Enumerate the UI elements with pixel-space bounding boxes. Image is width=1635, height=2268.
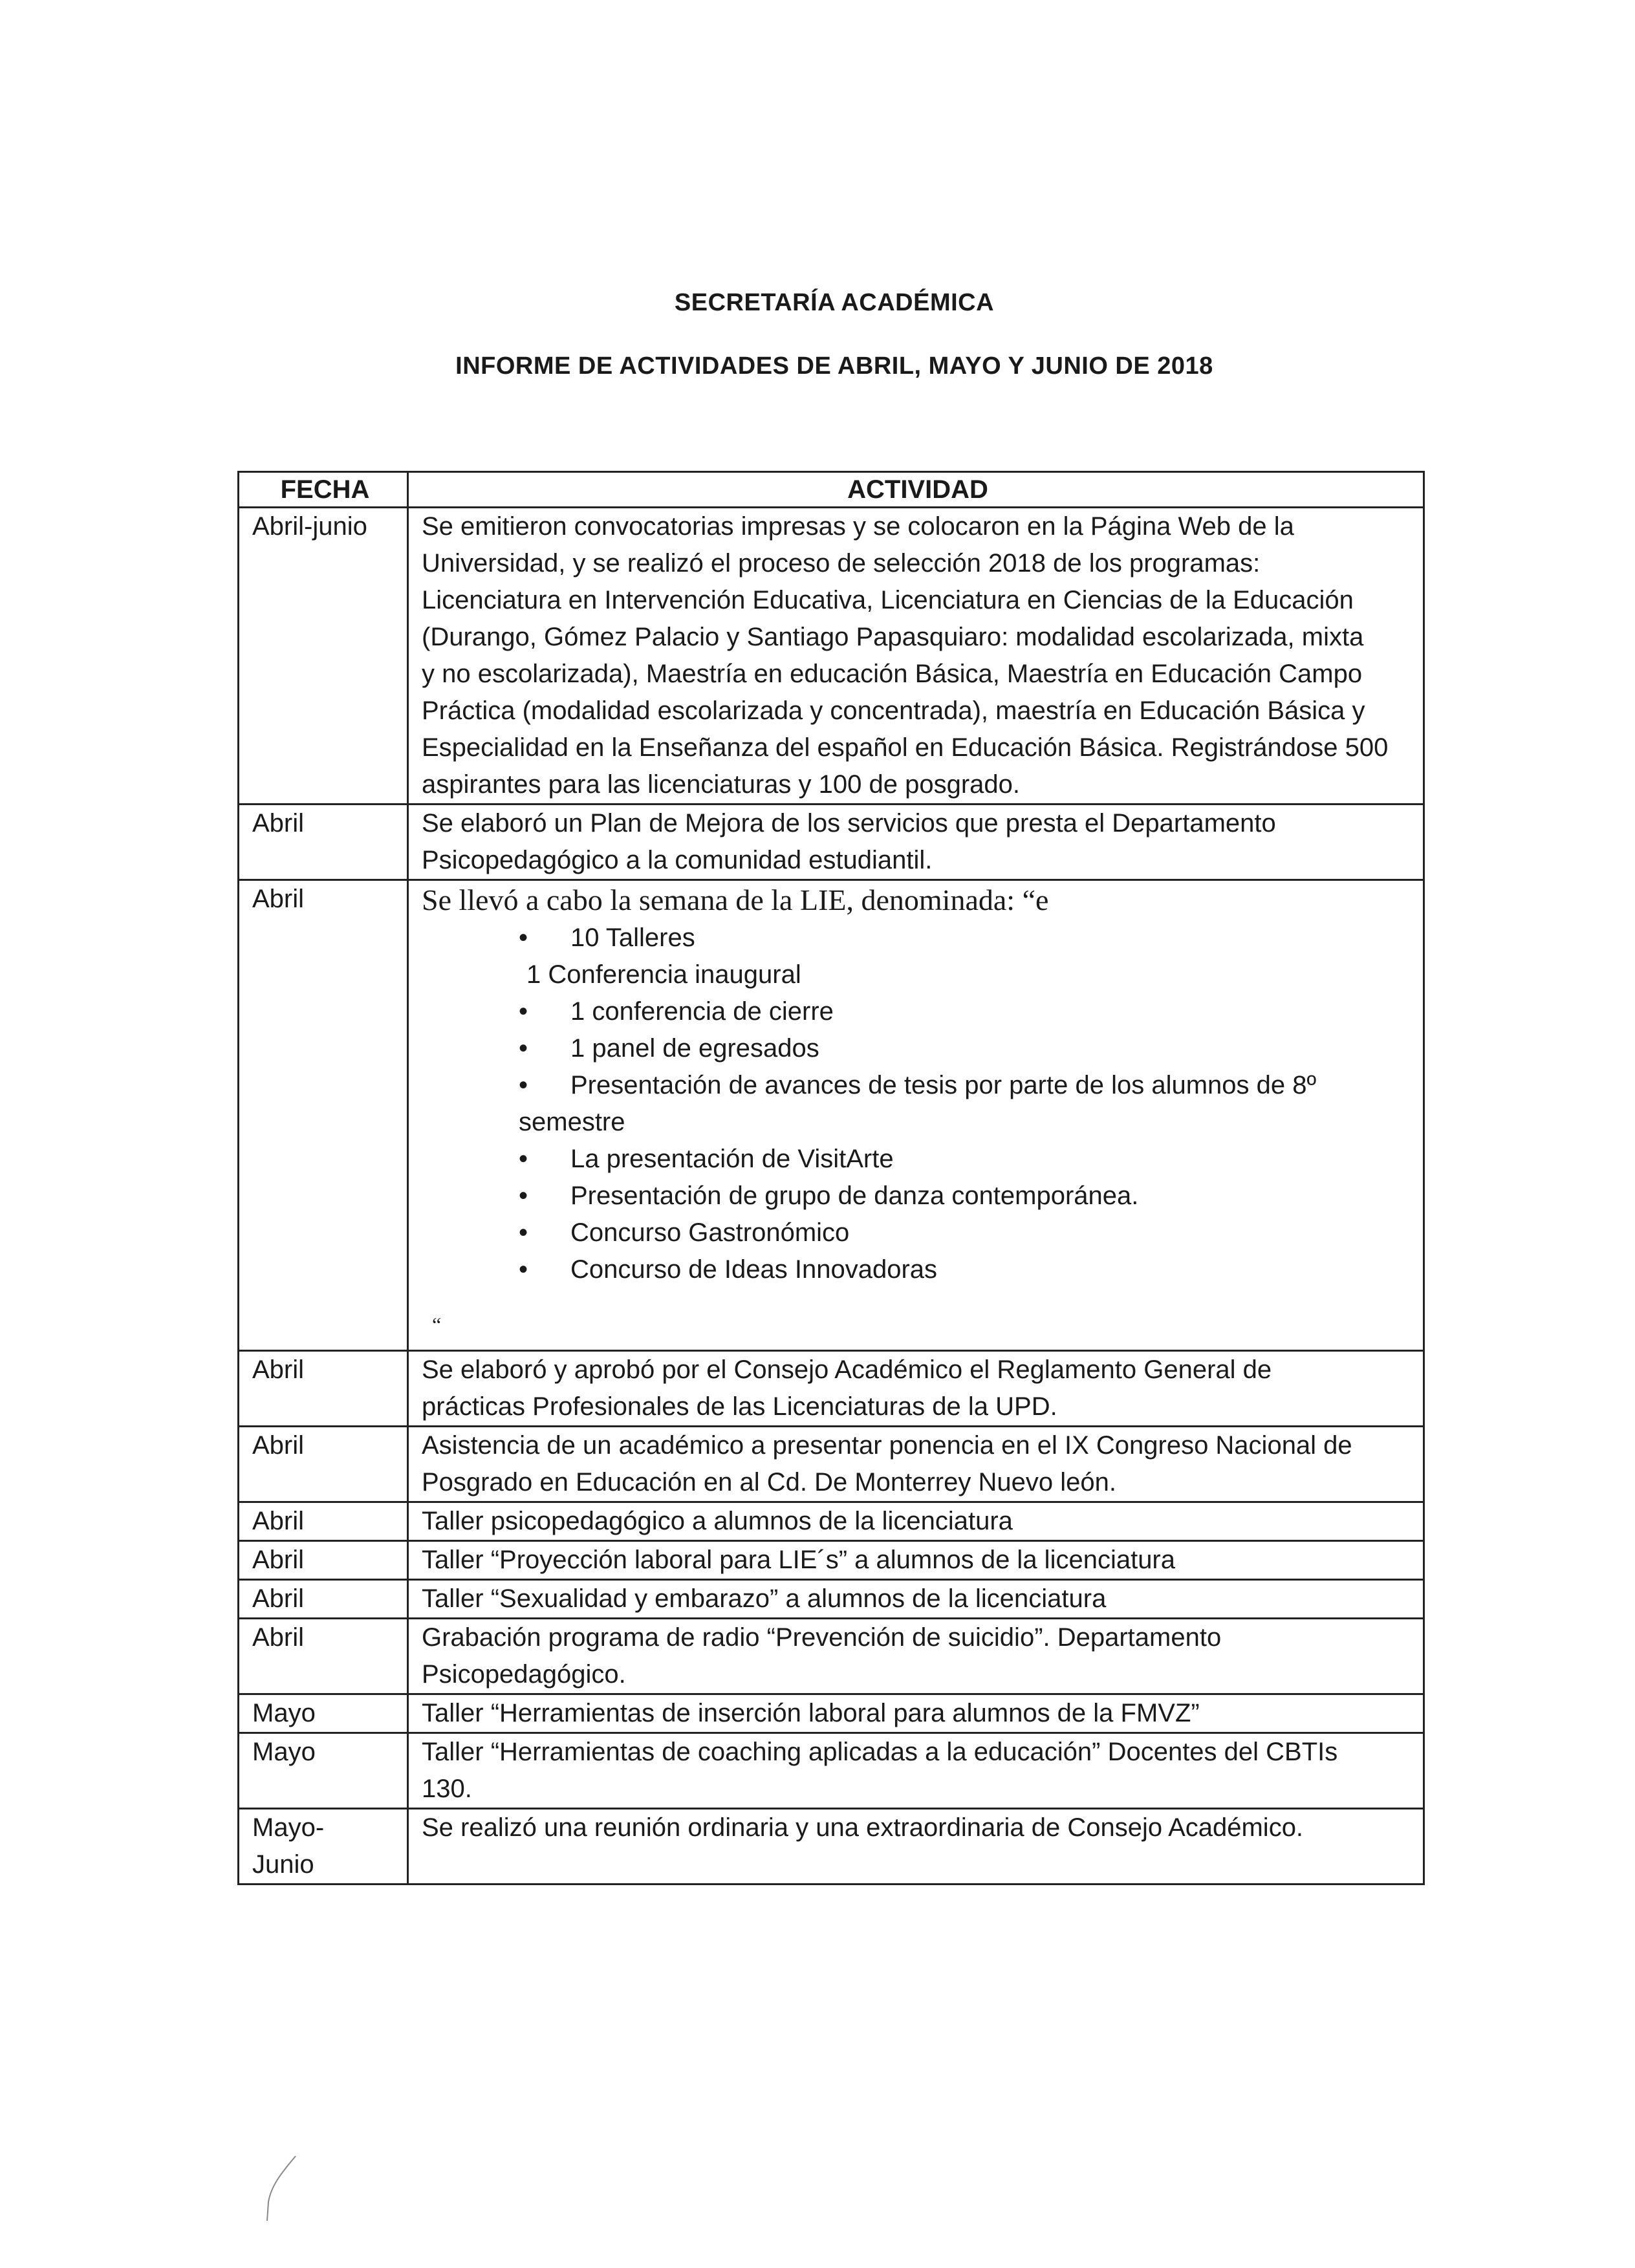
activity-list [422,920,1414,1288]
closing-quote: “ [432,1313,442,1336]
activity-line: Se elaboró un Plan de Mejora de los servicios que presta el Departamento [422,809,1276,837]
document-title: SECRETARÍA ACADÉMICA [674,289,995,316]
list-item: • Concurso de Ideas Innovadoras [519,1251,1414,1288]
activity-line: Práctica (modalidad escolarizada y concentrada), maestría en Educación Básica y [422,697,1365,725]
list-item: • Presentación de grupo de danza contemporánea. [519,1178,1414,1215]
fecha-line: Junio [252,1850,314,1879]
activity-line: y no escolarizada), Maestría en educación Básica, Maestría en Educación Campo [422,660,1363,688]
actividad-cell [408,1351,1424,1427]
table-row [239,1502,1424,1541]
activity-line: Taller “Proyección laboral para LIE´s” a alumnos de la licenciatura [422,1546,1175,1574]
table-row [239,1809,1424,1885]
table-row [239,1694,1424,1733]
actividad-cell [408,508,1424,805]
pen-stroke-mark [262,2154,301,2225]
fecha-cell: Mayo [239,1694,408,1733]
fecha-cell: Mayo [239,1733,408,1809]
activity-line: prácticas Profesionales de las Licenciaturas de la UPD. [422,1392,1057,1421]
actividad-cell [408,1694,1424,1733]
table-row [239,1580,1424,1619]
fecha-cell: Abril [239,1580,408,1619]
activities-table [237,471,1425,1885]
actividad-cell [408,1427,1424,1502]
fecha-cell: Abril [239,1351,408,1427]
activity-line: Especialidad en la Enseñanza del español en Educación Básica. Registrándose 500 [422,733,1389,762]
activity-line: (Durango, Gómez Palacio y Santiago Papasquiaro: modalidad escolarizada, mixta [422,623,1364,651]
table-row [239,880,1424,1351]
activity-intro: Se llevó a cabo la semana de la LIE, denominada: “e [422,883,1049,916]
table-header-row [239,472,1424,508]
list-item: 1 Conferencia inaugural [526,960,801,989]
table-row [239,508,1424,805]
activity-line: Psicopedagógico. [422,1660,626,1689]
table-row [239,1427,1424,1502]
actividad-cell [408,1580,1424,1619]
actividad-cell [408,805,1424,880]
table-row [239,805,1424,880]
list-item: • 10 Talleres [519,920,1414,956]
fecha-cell: Abril [239,880,408,1351]
table-row [239,1733,1424,1809]
actividad-cell [408,1619,1424,1694]
activity-line: Licenciatura en Intervención Educativa, Licenciatura en Ciencias de la Educación [422,586,1354,614]
activity-line: Taller “Sexualidad y embarazo” a alumnos de la licenciatura [422,1584,1107,1613]
document-subtitle: INFORME DE ACTIVIDADES DE ABRIL, MAYO Y JUNIO DE 2018 [455,352,1213,380]
activity-line: Se elaboró y aprobó por el Consejo Académico el Reglamento General de [422,1355,1272,1384]
fecha-cell [239,1809,408,1885]
activity-line: Taller “Herramientas de coaching aplicadas a la educación” Docentes del CBTIs [422,1738,1338,1766]
table-row [239,1351,1424,1427]
list-item: • Presentación de avances de tesis por parte de los alumnos de 8º [519,1067,1414,1104]
activity-line: Taller “Herramientas de inserción laboral para alumnos de la FMVZ” [422,1699,1200,1727]
activity-line: Taller psicopedagógico a alumnos de la licenciatura [422,1507,1013,1535]
list-item: • 1 panel de egresados [519,1030,1414,1067]
activity-line: Se emitieron convocatorias impresas y se colocaron en la Página Web de la [422,512,1294,541]
activity-line: Se realizó una reunión ordinaria y una extraordinaria de Consejo Académico. [422,1813,1304,1842]
header-fecha: FECHA [239,472,408,508]
list-item: • 1 conferencia de cierre [519,993,1414,1030]
actividad-cell [408,1541,1424,1580]
fecha-cell: Abril [239,1541,408,1580]
actividad-cell [408,880,1424,1351]
activity-line: 130. [422,1775,472,1803]
activity-line: Posgrado en Educación en al Cd. De Monterrey Nuevo león. [422,1468,1116,1496]
header-actividad: ACTIVIDAD [408,472,1424,508]
activity-line: Psicopedagógico a la comunidad estudiantil. [422,846,933,874]
activity-line: Asistencia de un académico a presentar ponencia en el IX Congreso Nacional de [422,1431,1352,1460]
list-item: • Concurso Gastronómico [519,1215,1414,1251]
table-row [239,1541,1424,1580]
activity-line: aspirantes para las licenciaturas y 100 de posgrado. [422,770,1020,799]
fecha-cell: Abril [239,805,408,880]
fecha-cell: Abril [239,1427,408,1502]
list-item-continuation: semestre [519,1108,625,1136]
actividad-cell [408,1502,1424,1541]
fecha-cell: Abril [239,1619,408,1694]
fecha-line: Mayo- [252,1813,325,1842]
activity-line: Universidad, y se realizó el proceso de selección 2018 de los programas: [422,549,1261,578]
actividad-cell [408,1809,1424,1885]
fecha-cell: Abril-junio [239,508,408,805]
actividad-cell [408,1733,1424,1809]
list-item: • La presentación de VisitArte [519,1141,1414,1178]
activity-line: Grabación programa de radio “Prevención de suicidio”. Departamento [422,1623,1222,1652]
fecha-cell: Abril [239,1502,408,1541]
table-row [239,1619,1424,1694]
